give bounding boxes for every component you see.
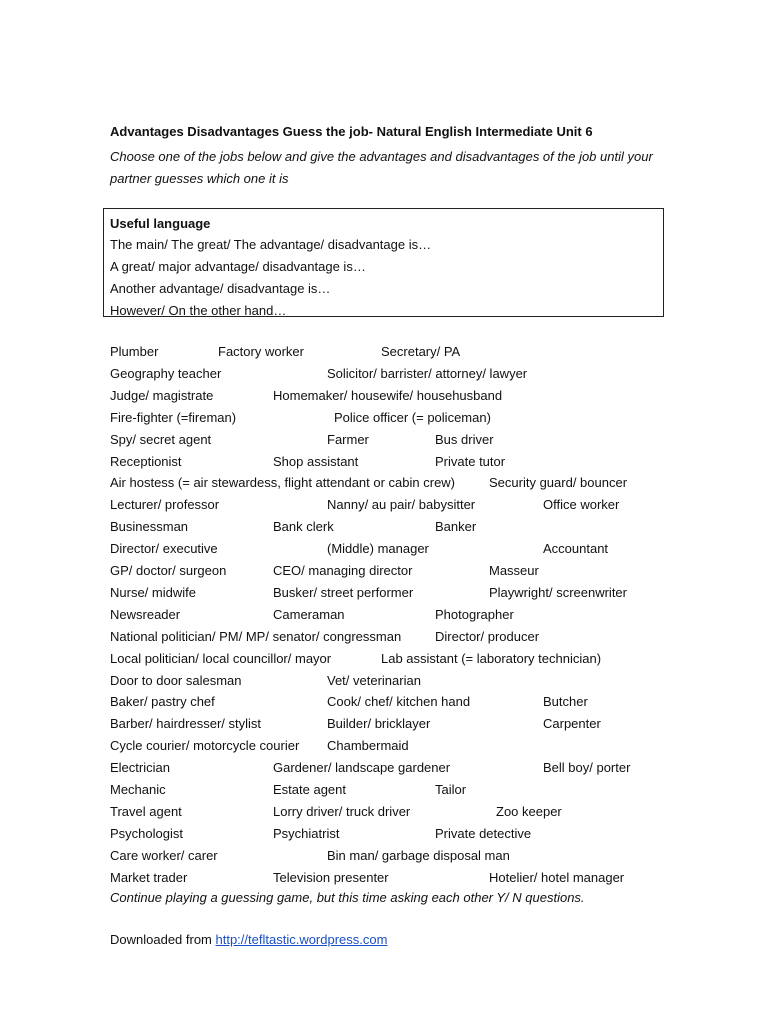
useful-language-heading: Useful language <box>110 216 211 231</box>
job-item: Homemaker/ housewife/ househusband <box>273 387 503 403</box>
job-item: Director/ executive <box>110 541 218 557</box>
job-item: Estate agent <box>273 782 346 797</box>
job-item: Psychiatrist <box>273 825 340 841</box>
job-item: Hotelier/ hotel manager <box>489 869 625 885</box>
job-item: Tailor <box>435 782 467 797</box>
job-item: Carpenter <box>543 716 601 732</box>
job-item: Spy/ secret agent <box>110 431 212 447</box>
job-item: Police officer (= policeman) <box>334 409 491 425</box>
job-item: Factory worker <box>218 344 304 359</box>
job-item: Cameraman <box>273 606 345 622</box>
job-item: Newsreader <box>110 606 181 622</box>
job-item: Bin man/ garbage disposal man <box>327 847 510 863</box>
job-item: Bell boy/ porter <box>543 760 631 776</box>
job-item: Bank clerk <box>273 519 334 535</box>
job-item: Door to door salesman <box>110 672 242 688</box>
job-item: (Middle) manager <box>327 541 429 557</box>
job-item: Security guard/ bouncer <box>489 475 628 491</box>
job-item: Local politician/ local councillor/ mayor <box>110 650 332 666</box>
job-item: Electrician <box>110 760 170 776</box>
useful-language-line: However/ On the other hand… <box>110 303 287 318</box>
job-item: Psychologist <box>110 825 183 841</box>
page-title: Advantages Disadvantages Guess the job- Natural English Intermediate Unit 6 <box>110 124 593 139</box>
job-item: Farmer <box>327 431 369 447</box>
job-item: Photographer <box>435 606 514 622</box>
footer-prefix: Downloaded from <box>110 932 216 947</box>
job-item: Zoo keeper <box>496 803 562 819</box>
job-item: Bus driver <box>435 431 494 447</box>
job-item: Nurse/ midwife <box>110 584 196 600</box>
job-item: Secretary/ PA <box>381 344 461 359</box>
job-item: Vet/ veterinarian <box>327 672 421 688</box>
job-item: Businessman <box>110 519 189 535</box>
job-item: Travel agent <box>110 803 182 819</box>
job-item: GP/ doctor/ surgeon <box>110 563 227 578</box>
job-item: Television presenter <box>273 869 389 885</box>
job-item: Nanny/ au pair/ babysitter <box>327 497 476 513</box>
job-item: Accountant <box>543 541 609 557</box>
job-item: Director/ producer <box>435 628 540 644</box>
job-item: Market trader <box>110 869 188 885</box>
job-item: Private tutor <box>435 453 506 469</box>
closing-instruction: Continue playing a guessing game, but this time asking each other Y/ N questions. <box>110 890 585 905</box>
job-item: Solicitor/ barrister/ attorney/ lawyer <box>327 365 528 381</box>
job-item: Mechanic <box>110 782 166 797</box>
footer <box>110 932 387 947</box>
instructions: Choose one of the jobs below and give the advantages and disadvantages of the job until your partner guesses which one it is <box>110 149 653 186</box>
job-item: Lecturer/ professor <box>110 497 220 513</box>
job-item: Cycle courier/ motorcycle courier <box>110 738 300 754</box>
job-item: Baker/ pastry chef <box>110 694 215 710</box>
useful-language-line: Another advantage/ disadvantage is… <box>110 281 331 296</box>
job-item: Butcher <box>543 694 588 710</box>
job-item: Judge/ magistrate <box>110 387 214 403</box>
job-item: Builder/ bricklayer <box>327 716 431 732</box>
useful-language-line: The main/ The great/ The advantage/ disadvantage is… <box>110 237 432 252</box>
job-item: Private detective <box>435 825 532 841</box>
job-item: Chambermaid <box>327 738 409 754</box>
job-item: Air hostess (= air stewardess, flight attendant or cabin crew) <box>110 475 456 491</box>
job-item: Lab assistant (= laboratory technician) <box>381 650 602 666</box>
job-item: Plumber <box>110 344 159 359</box>
job-item: Cook/ chef/ kitchen hand <box>327 694 471 710</box>
job-item: Banker <box>435 519 477 535</box>
job-item: Busker/ street performer <box>273 584 414 600</box>
job-item: Playwright/ screenwriter <box>489 584 627 600</box>
job-item: Geography teacher <box>110 365 222 381</box>
job-item: Shop assistant <box>273 453 359 469</box>
job-item: Barber/ hairdresser/ stylist <box>110 716 261 732</box>
job-item: Receptionist <box>110 453 182 469</box>
useful-language-line: A great/ major advantage/ disadvantage is… <box>110 259 366 274</box>
job-item: Fire-fighter (=fireman) <box>110 409 237 425</box>
job-item: Office worker <box>543 497 620 513</box>
job-item: Care worker/ carer <box>110 847 218 863</box>
useful-language-box <box>103 208 664 317</box>
footer-link[interactable]: http://tefltastic.wordpress.com <box>215 932 388 947</box>
job-item: Gardener/ landscape gardener <box>273 760 451 776</box>
job-item: Lorry driver/ truck driver <box>273 803 411 819</box>
job-item: Masseur <box>489 563 539 578</box>
job-item: National politician/ PM/ MP/ senator/ congressman <box>110 628 402 644</box>
job-item: CEO/ managing director <box>273 563 413 578</box>
